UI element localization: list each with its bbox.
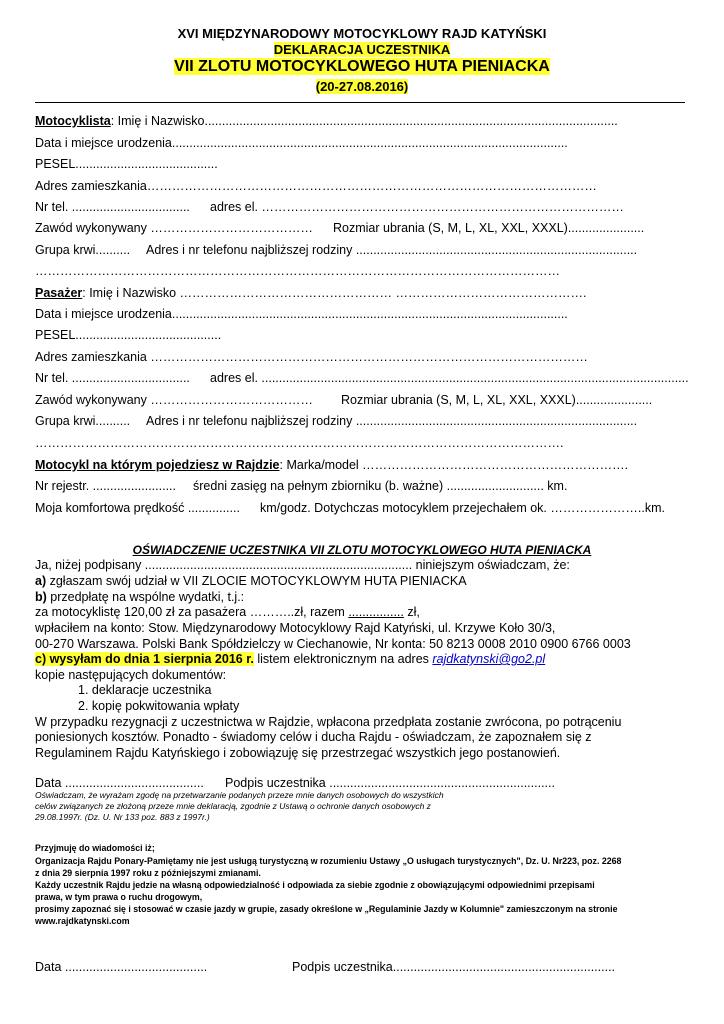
rider-phone-field[interactable]: Nr tel. .................................. — [35, 200, 190, 214]
passenger-address-field[interactable]: Adres zamieszkania …………………………………………………………………………………………… — [35, 350, 588, 364]
item-c-deadline: c) wysyłam do dnia 1 sierpnia 2016 r. — [35, 652, 254, 666]
passenger-birth-field[interactable]: Data i miejsce urodzenia.................................................................................................................. — [35, 307, 568, 321]
documents-intro: kopie następujących dokumentów: — [35, 668, 227, 682]
resignation-paragraph-2: poniesionych kosztów. Ponadto - świadomy celów i ducha Rajdu - oświadczam, że zapoznałem się z — [35, 730, 592, 744]
payment-amount-text: za motocyklistę 120,00 zł za pasażera ………..zł, razem — [35, 605, 349, 619]
consent-line-2: celów związanych ze złożoną przeze mnie deklaracją, zgodnie z Ustawą o ochronie danych osobowych z — [35, 801, 431, 811]
passenger-name-text: : Imię i Nazwisko …………………………………………… ………………………………………. — [82, 286, 587, 300]
rider-relative-field[interactable]: Adres i nr telefonu najbliższej rodziny ................................................................................. — [146, 243, 638, 257]
declaration-title-wrap — [0, 42, 724, 57]
motorcycle-speed-field[interactable]: Moja komfortowa prędkość ............... — [35, 501, 240, 515]
rider-size-field[interactable]: Rozmiar ubrania (S, M, L, XL, XXL, XXXL)...................... — [333, 221, 645, 235]
motorcycle-model-field[interactable] — [35, 458, 628, 472]
item-b-label: b) — [35, 590, 47, 604]
final-date-field[interactable]: Data ......................................... — [35, 960, 208, 974]
motorcycle-section-label: Motocykl na którym pojedziesz w Rajdzie — [35, 458, 280, 472]
rider-name-field[interactable] — [35, 114, 618, 128]
motorcycle-registration-field[interactable]: Nr rejestr. ........................ — [35, 479, 176, 493]
bank-account-number: 00-270 Warszawa. Polski Bank Spółdzielczy w Ciechanowie, Nr konta: 50 8213 0008 2010 0900 6766 0003 — [35, 637, 631, 651]
notice-line-5: prosimy zapoznać się i stosować w czasie jazdy w grupie, zasady określone w „Regulaminie Jazdy w Kolumnie" zamieszczonym na stronie — [35, 904, 618, 914]
motorcycle-model-text: : Marka/model ………………………………………………………. — [279, 458, 629, 472]
consent-line-3: 29.08.1997r. (Dz. U. Nr 133 poz. 883 z 1997r.) — [35, 812, 210, 822]
passenger-phone-field[interactable]: Nr tel. .................................. — [35, 371, 190, 385]
passenger-blood-field[interactable]: Grupa krwi.......... — [35, 414, 131, 428]
rider-job-field[interactable]: Zawód wykonywany ………………………………… — [35, 221, 313, 235]
payment-currency: zł, — [403, 605, 420, 619]
rider-address-field[interactable]: Adres zamieszkania……………………………………………………………………………………………… — [35, 179, 597, 193]
notice-line-2: z dnia 29 sierpnia 1997 roku z późniejszymi zmianami. — [35, 868, 261, 878]
notice-line-3: Każdy uczestnik Rajdu jedzie na własną odpowiedzialność i odpowiada za siebie zgodnie z obowiązującymi odpowiednimi przepisami — [35, 880, 595, 890]
item-a-label: a) — [35, 574, 47, 588]
passenger-extra-line[interactable]: ………………………………………………………………………………………………………………. — [35, 436, 564, 450]
passenger-job-field[interactable]: Zawód wykonywany ………………………………… — [35, 393, 313, 407]
rider-section-label: Motocyklista — [35, 114, 111, 128]
statement-item-a — [35, 574, 467, 588]
final-signature-field[interactable]: Podpis uczestnika................................................................ — [292, 960, 616, 974]
signature-field[interactable]: Podpis uczestnika ................................................................. — [225, 776, 555, 790]
rally-title: VII ZLOTU MOTOCYKLOWEGO HUTA PIENIACKA — [174, 58, 550, 75]
rider-name-text: : Imię i Nazwisko....................................................................................................................... — [110, 114, 618, 128]
event-title: XVI MIĘDZYNARODOWY MOTOCYKLOWY RAJD KATYŃSKI — [177, 26, 547, 41]
document-item-1: 1. deklaracje uczestnika — [78, 683, 212, 697]
rider-extra-line[interactable]: ……………………………………………………………………………………………………………… — [35, 264, 560, 278]
passenger-email-field[interactable]: adres el. ........................................................................................................................... — [210, 371, 689, 385]
notice-line-1: Organizacja Rajdu Ponary-Pamiętamy nie jest usługą turystyczną w rozumieniu Ustawy „O usługach turystycznych", Dz. U. Nr223, poz. 2268 — [35, 856, 622, 866]
passenger-name-field[interactable] — [35, 286, 586, 300]
statement-title: OŚWIADCZENIE UCZESTNIKA VII ZLOTU MOTOCYKLOWEGO HUTA PIENIACKA — [132, 543, 592, 557]
resignation-paragraph-1: W przypadku rezygnacji z uczestnictwa w Rajdzie, wpłacona przedpłata zostanie zwrócona, po potrąceniu — [35, 715, 622, 729]
passenger-section-label: Pasażer — [35, 286, 83, 300]
statement-item-c — [35, 652, 545, 666]
rally-title-wrap — [0, 58, 724, 76]
passenger-size-field[interactable]: Rozmiar ubrania (S, M, L, XL, XXL, XXXL)...................... — [341, 393, 653, 407]
motorcycle-distance-field[interactable]: km/godz. Dotychczas motocyklem przejechałem ok. …………………..km. — [260, 501, 665, 515]
item-a-text: zgłaszam swój udział w VII ZLOCIE MOTOCYKLOWYM HUTA PIENIACKA — [46, 574, 467, 588]
signature-date-field[interactable]: Data ........................................ — [35, 776, 204, 790]
item-c-text: listem elektronicznym na adres — [253, 652, 433, 666]
statement-undersigned-field[interactable]: Ja, niżej podpisany ............................................................................. niniejszym oświadczam, że: — [35, 558, 570, 572]
rally-dates-wrap — [0, 79, 724, 94]
consent-line-1: Oświadczam, że wyrażam zgodę na przetwarzanie podanych przeze mnie danych osobowych do wszystkich — [35, 790, 444, 800]
notice-heading: Przyjmuję do wiadomości iż; — [35, 843, 155, 853]
declaration-title: DEKLARACJA UCZESTNIKA — [273, 42, 451, 57]
passenger-pesel-field[interactable]: PESEL.......................................... — [35, 328, 222, 342]
statement-item-b — [35, 590, 244, 604]
motorcycle-range-field[interactable]: średni zasięg na pełnym zbiorniku (b. ważne) ............................ km. — [193, 479, 568, 493]
rally-dates: (20-27.08.2016) — [315, 79, 409, 94]
rider-pesel-field[interactable]: PESEL......................................... — [35, 157, 218, 171]
rider-email-field[interactable]: adres el. …………………………………………………………………………… — [210, 200, 624, 214]
payment-amount-field[interactable] — [35, 605, 420, 619]
rider-blood-field[interactable]: Grupa krwi.......... — [35, 243, 131, 257]
payment-total-blank: ................ — [348, 605, 404, 619]
item-b-text: przedpłatę na wspólne wydatki, t.j.: — [46, 590, 245, 604]
header-divider — [35, 102, 685, 103]
passenger-relative-field[interactable]: Adres i nr telefonu najbliższej rodziny ................................................................................. — [146, 414, 638, 428]
notice-website: www.rajdkatynski.com — [35, 916, 130, 926]
notice-line-4: prawa, w tym prawa o ruchu drogowym, — [35, 892, 203, 902]
document-item-2: 2. kopię pokwitowania wpłaty — [78, 699, 240, 713]
bank-account-owner: wpłaciłem na konto: Stow. Międzynarodowy Motocyklowy Rajd Katyński, ul. Krzywe Koło 30/3, — [35, 621, 556, 635]
rider-birth-field[interactable]: Data i miejsce urodzenia.................................................................................................................. — [35, 136, 568, 150]
resignation-paragraph-3: Regulaminem Rajdu Katyńskiego i zobowiązuję się przestrzegać wszystkich jego postanowień. — [35, 746, 561, 760]
email-link[interactable]: rajdkatynski@go2.pl — [432, 652, 546, 666]
